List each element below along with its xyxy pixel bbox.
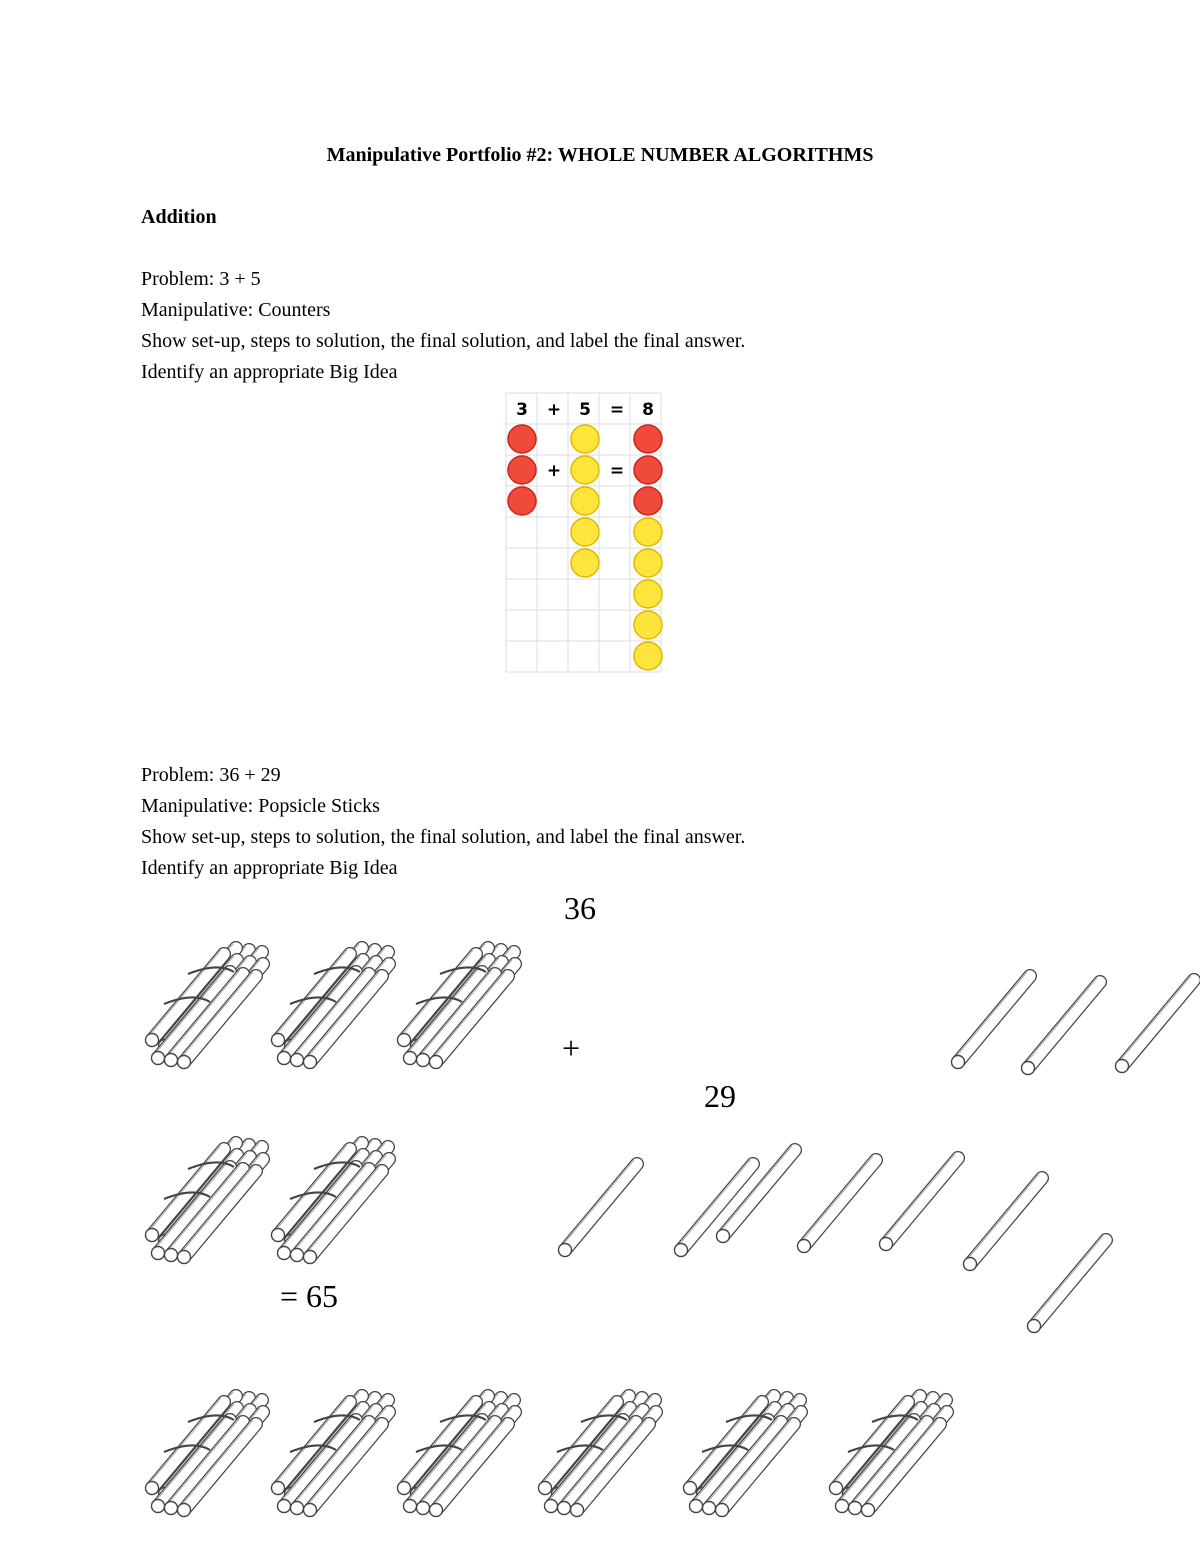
counter-header-cell: 3 [516, 400, 528, 420]
bundles-layer [146, 944, 948, 1517]
stick-bundle [539, 1392, 657, 1517]
single-stick [559, 1160, 638, 1257]
result-65: = 65 [280, 1278, 339, 1314]
stick-bundle [272, 1392, 390, 1517]
problem2-instructions: Show set-up, steps to solution, the final solution, and label the final answer. [141, 826, 746, 848]
counter-header-cell: 5 [579, 400, 591, 420]
counter-equals-sign: = [609, 461, 625, 481]
counter-plus-sign: + [546, 461, 562, 481]
problem1-statement: Problem: 3 + 5 [141, 268, 261, 290]
single-stick [880, 1154, 959, 1251]
problem1-manipulative: Manipulative: Counters [141, 299, 331, 321]
label-36: 36 [564, 890, 596, 926]
stick-bundle [146, 1139, 264, 1264]
label-29: 29 [704, 1078, 736, 1114]
page-title: Manipulative Portfolio #2: WHOLE NUMBER ALGORITHMS [326, 144, 874, 166]
single-stick [952, 972, 1031, 1069]
counter-header-cell: = [609, 400, 625, 420]
stick-bundle [398, 1392, 516, 1517]
counter-header-cell: 8 [642, 400, 654, 420]
single-stick [1116, 976, 1195, 1073]
problem2-statement: Problem: 36 + 29 [141, 764, 281, 786]
problem1-instructions: Show set-up, steps to solution, the final solution, and label the final answer. [141, 330, 746, 352]
stick-bundle [830, 1392, 948, 1517]
stick-bundle [398, 944, 516, 1069]
counter-header-cell: + [546, 400, 562, 420]
stick-bundle [684, 1392, 802, 1517]
single-stick [1022, 978, 1101, 1075]
single-stick [798, 1156, 877, 1253]
problem1-big-idea: Identify an appropriate Big Idea [141, 361, 398, 383]
stick-bundle [272, 944, 390, 1069]
stick-bundle [146, 944, 264, 1069]
problem2-big-idea: Identify an appropriate Big Idea [141, 857, 398, 879]
section-heading-addition: Addition [141, 206, 217, 228]
single-stick [1028, 1236, 1107, 1333]
problem2-manipulative: Manipulative: Popsicle Sticks [141, 795, 380, 817]
stick-bundle [146, 1392, 264, 1517]
single-stick [964, 1174, 1043, 1271]
stick-bundle [272, 1139, 390, 1264]
plus-sign: + [562, 1030, 581, 1066]
singles-layer [559, 972, 1195, 1333]
